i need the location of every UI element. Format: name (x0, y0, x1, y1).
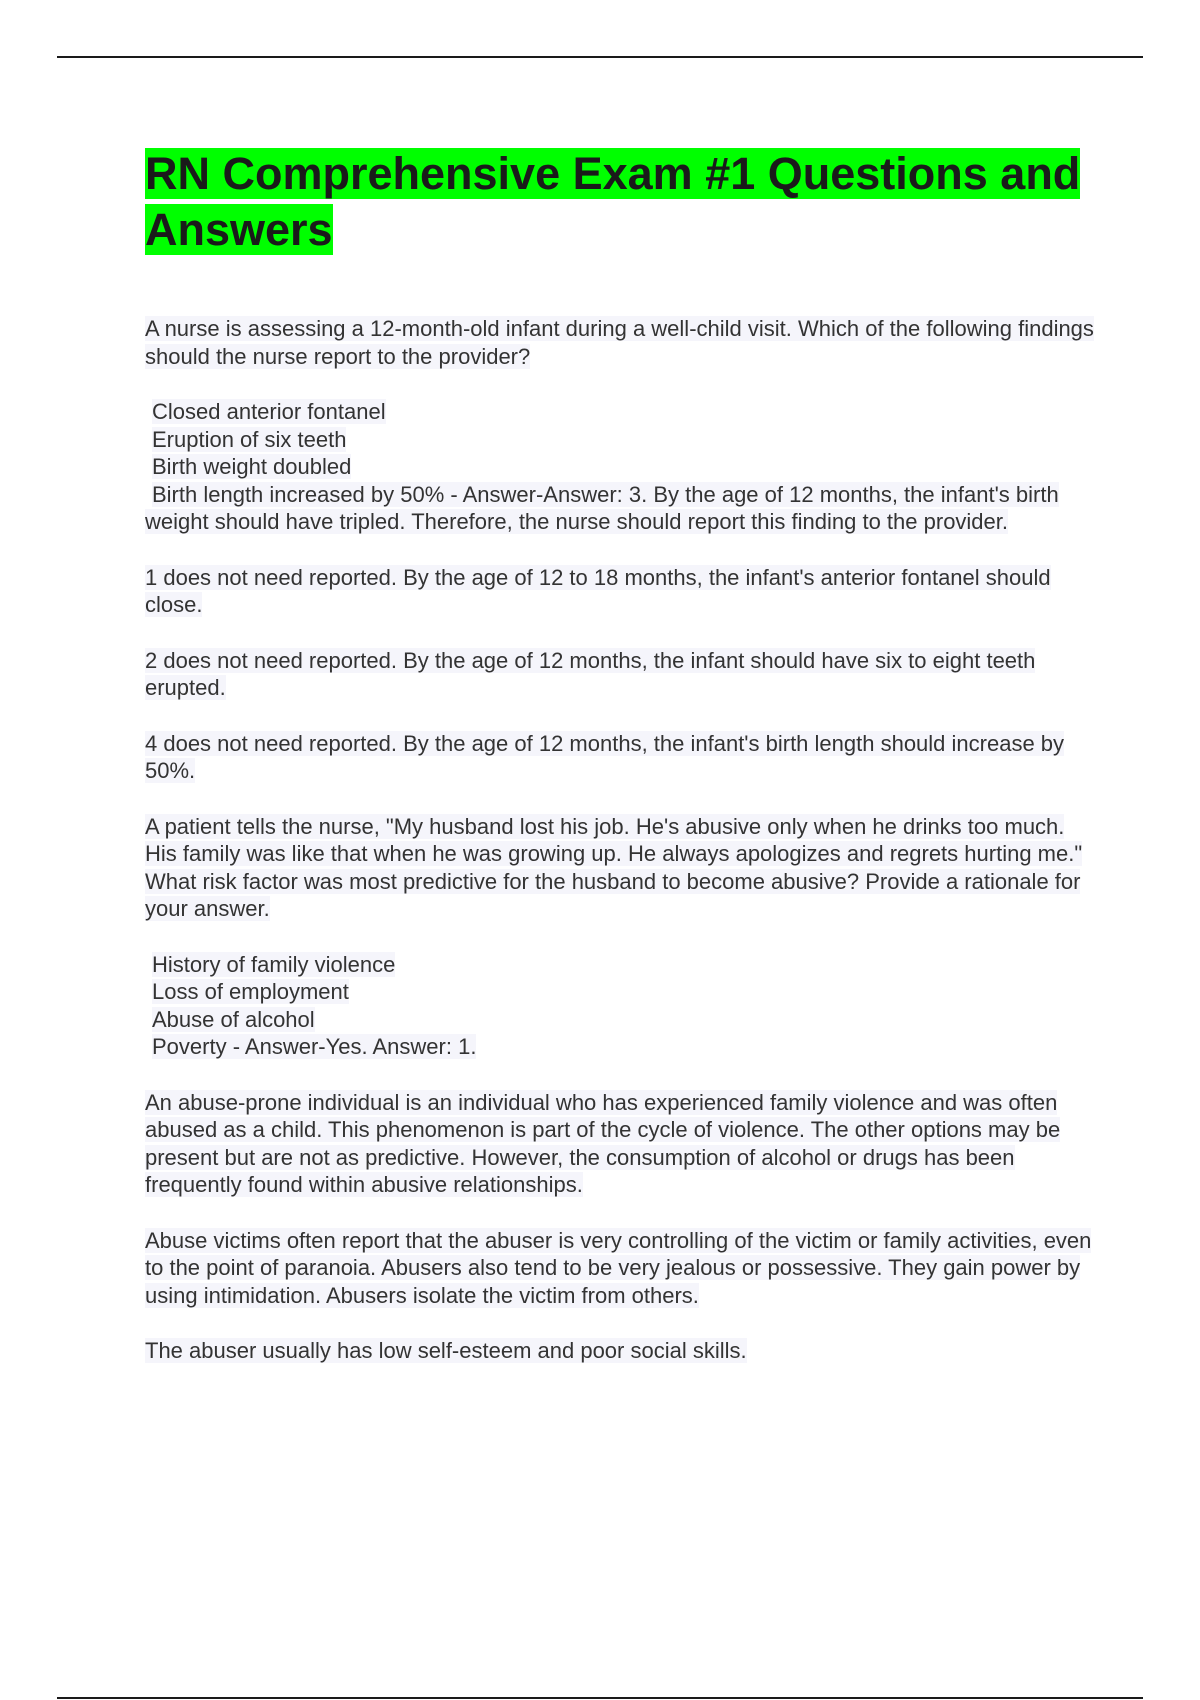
question-1-rationale-2: 2 does not need reported. By the age of 12 months, the infant should have six to eight teeth erupted. (145, 647, 1036, 700)
question-2-option-2: Loss of employment (152, 979, 349, 1004)
question-2-explanation-2: Abuse victims often report that the abuser is very controlling of the victim or family activities, even to the point of paranoia. Abusers also tend to be very jealous or possessive. They gain power by using intimidation. Abusers isolate the victim from others. (145, 1227, 1092, 1308)
question-2-option-1: History of family violence (152, 951, 396, 977)
question-2-option-3: Abuse of alcohol (152, 1006, 315, 1032)
top-rule (57, 56, 1143, 58)
question-1-rationale-4: 4 does not need reported. By the age of 12 months, the infant's birth length should increase by 50%. (145, 730, 1065, 783)
document-body (145, 146, 1095, 1393)
question-1-option-2: Eruption of six teeth (152, 426, 347, 452)
question-2-options (145, 951, 1095, 1061)
question-1-rationale-1: 1 does not need reported. By the age of 12 to 18 months, the infant's anterior fontanel should close. (145, 564, 1051, 617)
question-2-explanation-3: The abuser usually has low self-esteem and poor social skills. (145, 1338, 747, 1363)
bottom-rule (57, 1697, 1143, 1699)
question-1-options (145, 398, 1095, 536)
question-2: A patient tells the nurse, "My husband lost his job. He's abusive only when he drinks too much. His family was like that when he was growing up. He always apologizes and regrets hurting me." What risk factor was most predictive for the husband to become abusive? Provide a rationale for your answer. (145, 813, 1083, 921)
question-2-explanation-1: An abuse-prone individual is an individual who has experienced family violence and was often abused as a child. This phenomenon is part of the cycle of violence. The other options may be present but are not as predictive. However, the consumption of alcohol or drugs has been frequently found within abusive relationships. (145, 1089, 1061, 1197)
document-title (145, 146, 1095, 258)
question-1-option-1: Closed anterior fontanel (152, 399, 386, 424)
question-1-option-4-with-answer: Birth length increased by 50% - Answer-Answer: 3. By the age of 12 months, the infant's birth weight should have tripled. Therefore, the nurse should report this finding to the provider. (145, 481, 1059, 534)
question-2-option-4-with-answer: Poverty - Answer-Yes. Answer: 1. (152, 1034, 477, 1059)
question-1: A nurse is assessing a 12-month-old infant during a well-child visit. Which of the following findings should the nurse report to the provider? (145, 316, 1094, 369)
document-title-text: RN Comprehensive Exam #1 Questions and Answers (145, 148, 1081, 255)
question-1-option-3: Birth weight doubled (152, 454, 352, 479)
